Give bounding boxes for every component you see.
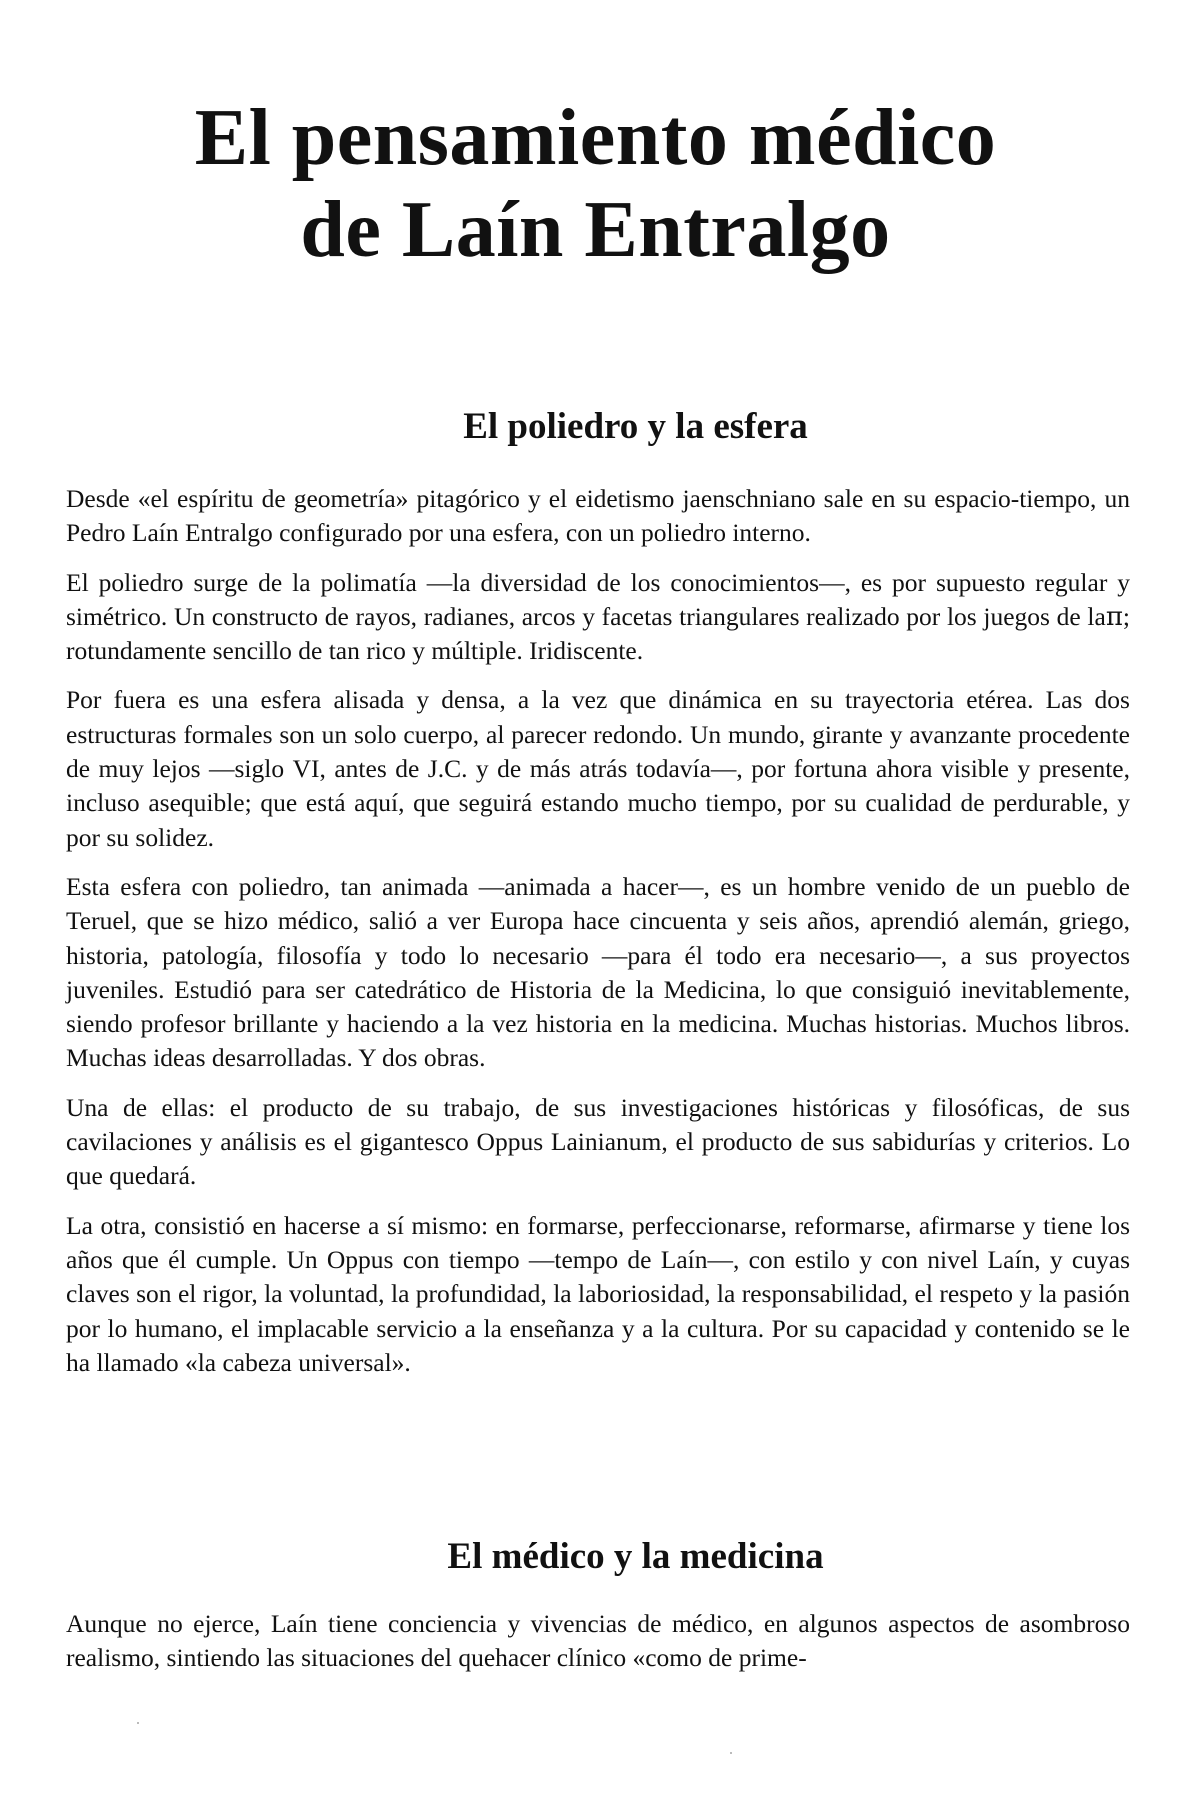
paragraph xyxy=(66,683,1130,854)
paragraph-text: Por fuera es una esfera alisada y densa, a la vez que dinámica en su trayectoria etérea. Las dos estructuras formales son un solo cuerpo, al parecer redondo. Un mundo, girante y avanzante procedente de muy lejos —siglo xyxy=(66,685,1130,784)
document-title xyxy=(0,92,1191,276)
paragraph: Aunque no ejerce, Laín tiene conciencia y vivencias de médico, en algunos aspectos de asombroso realismo, sintiendo las situaciones del quehacer clínico «como de prime- xyxy=(66,1609,1130,1673)
scan-speck xyxy=(730,1752,732,1754)
paragraph xyxy=(66,566,1130,669)
paragraph-text: ; rotundamente sencillo de tan rico y múltiple. Iridiscente. xyxy=(66,601,1130,666)
paragraph: Una de ellas: el producto de su trabajo, de sus investigaciones históricas y filosóficas, de sus cavilaciones y análisis es el gigantesco Oppus Lainianum, el producto de sus sabidurías y criterios. Lo que quedará. xyxy=(66,1092,1130,1191)
section-body-poliedro xyxy=(66,482,1130,1395)
paragraph-text: , antes de J.C. y de más atrás todavía—, por fortuna ahora visible y presente, incluso asequible; que está aquí, que seguirá estando mucho tiempo, por su cualidad de perdurable, y por su solidez. xyxy=(66,754,1130,852)
paragraph: La otra, consistió en hacerse a sí mismo: en formarse, perfeccionarse, reformarse, afirmarse y tiene los años que él cumple. Un Oppus con tiempo —tempo de Laín—, con estilo y con nivel Laín, y cuyas claves son el rigor, la voluntad, la profundidad, la laboriosidad, la responsabilidad, el respeto y la pasión por lo humano, el implacable servicio a la enseñanza y a la cultura. Por su capacidad y contenido se le ha llamado «la cabeza universal». xyxy=(66,1210,1130,1377)
paragraph-text: El poliedro surge de la polimatía —la diversidad de los conocimientos—, es por supuesto regular y simétrico. Un constructo de rayos, radianes, arcos y facetas triangulares realizado por los juegos de la xyxy=(66,567,1130,631)
scan-speck xyxy=(137,1722,139,1724)
paragraph: Desde «el espíritu de geometría» pitagórico y el eidetismo jaenschniano sale en su espacio-tiempo, un Pedro Laín Entralgo configurado por una esfera, con un poliedro interno. xyxy=(66,484,1130,548)
paragraph: Esta esfera con poliedro, tan animada —animada a hacer—, es un hombre venido de un pueblo de Teruel, que se hizo médico, salió a ver Europa hace cincuenta y seis años, aprendió alemán, griego, historia, patología, filosofía y todo lo necesario —para él todo era necesario—, a sus proyectos juveniles. Estudió para ser catedrático de Historia de la Medicina, lo que consiguió inevitablemente, siendo profesor brillante y haciendo a la vez historia en la medicina. Muchas historias. Muchos libros. Muchas ideas desarrolladas. Y dos obras. xyxy=(66,871,1130,1073)
pi-symbol: π xyxy=(1105,601,1123,632)
section-heading-poliedro: El poliedro y la esfera xyxy=(463,406,808,447)
century-numeral: VI xyxy=(292,754,320,784)
title-line-1: El pensamiento médico xyxy=(194,94,997,182)
section-body-medico xyxy=(66,1607,1130,1691)
title-line-2: de Laín Entralgo xyxy=(300,186,891,274)
section-heading-medico: El médico y la medicina xyxy=(447,1536,824,1577)
